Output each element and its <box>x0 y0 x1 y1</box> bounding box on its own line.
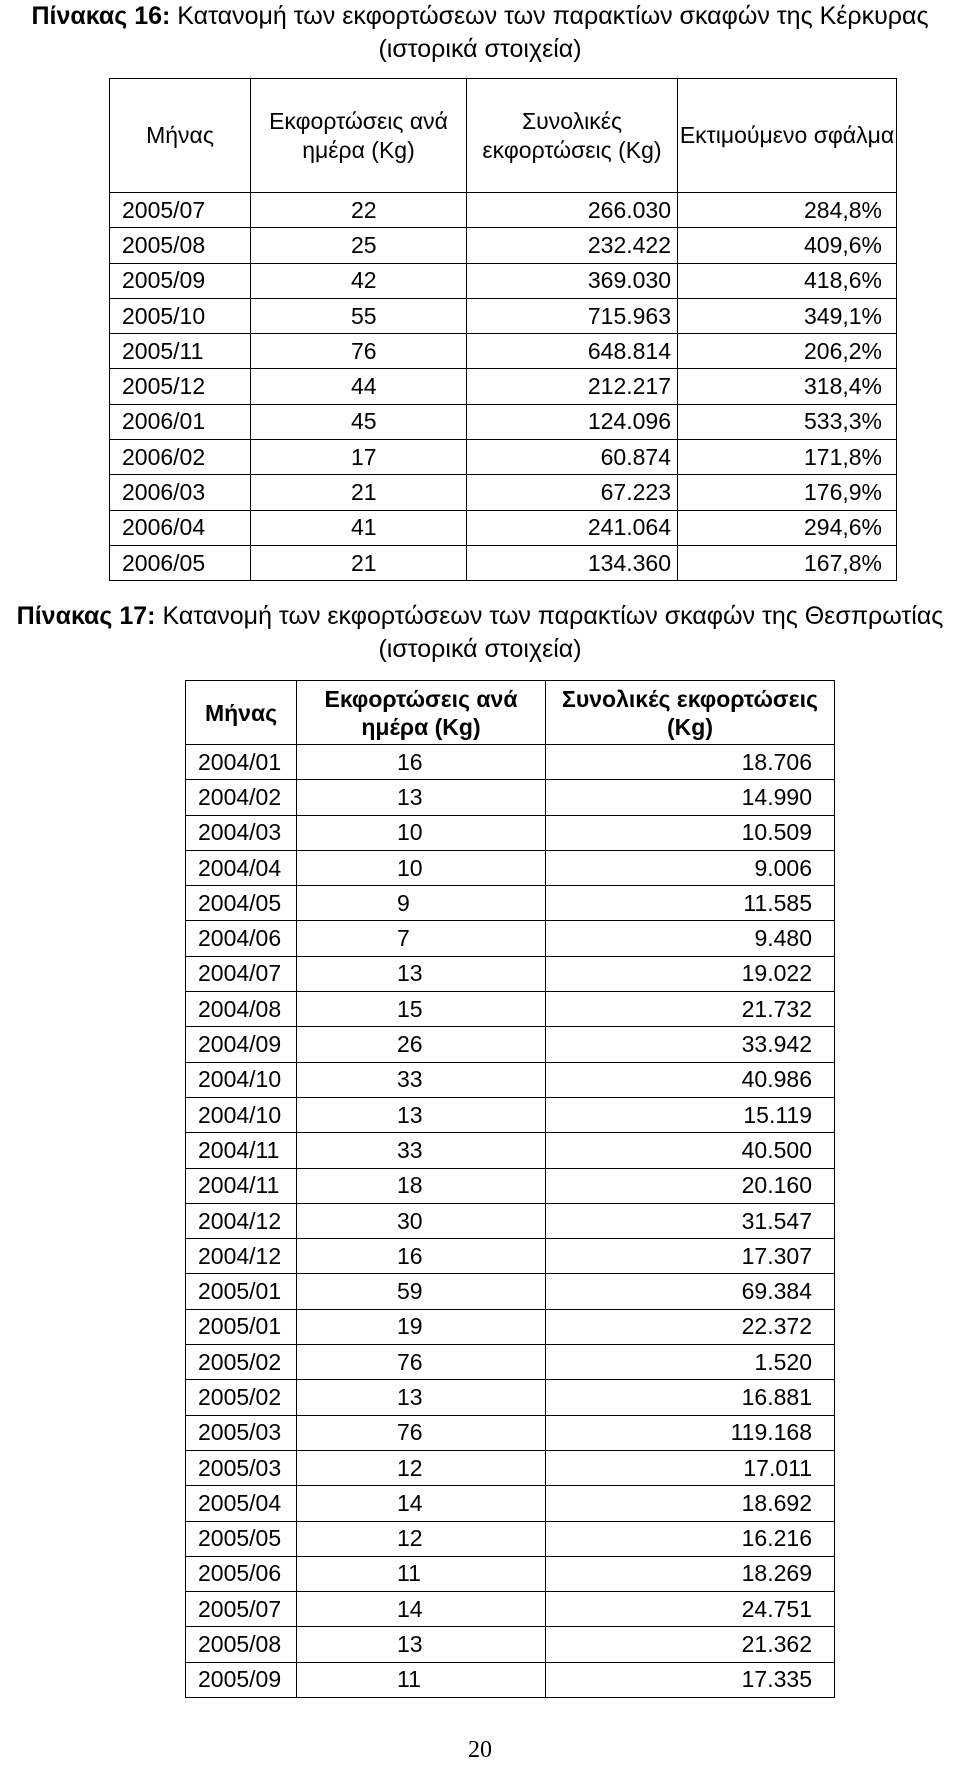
table-row <box>110 263 897 298</box>
cell-daily-landings: 10 <box>297 815 546 850</box>
cell-daily-landings: 11 <box>297 1662 546 1697</box>
cell-daily-landings: 42 <box>251 263 467 298</box>
cell-month: 2004/07 <box>186 956 297 991</box>
table-row <box>186 780 835 815</box>
cell-month: 2005/07 <box>110 193 251 228</box>
cell-daily-landings: 76 <box>297 1345 546 1380</box>
table-row <box>186 1203 835 1238</box>
cell-month: 2005/03 <box>186 1450 297 1485</box>
cell-total-landings: 1.520 <box>546 1345 835 1380</box>
table-row <box>186 1521 835 1556</box>
header-daily-landings: Εκφορτώσεις ανά ημέρα (Kg) <box>251 79 467 193</box>
table-row <box>110 404 897 439</box>
table-row <box>186 1097 835 1132</box>
cell-total-landings: 124.096 <box>467 404 678 439</box>
cell-total-landings: 14.990 <box>546 780 835 815</box>
cell-daily-landings: 12 <box>297 1450 546 1485</box>
cell-month: 2005/12 <box>110 369 251 404</box>
cell-daily-landings: 9 <box>297 886 546 921</box>
table-row <box>186 992 835 1027</box>
table-row <box>186 1486 835 1521</box>
cell-month: 2004/10 <box>186 1097 297 1132</box>
cell-estimated-error: 418,6% <box>678 263 897 298</box>
cell-month: 2004/10 <box>186 1062 297 1097</box>
cell-daily-landings: 59 <box>297 1274 546 1309</box>
cell-daily-landings: 26 <box>297 1027 546 1062</box>
cell-total-landings: 19.022 <box>546 956 835 991</box>
table-16-caption <box>0 0 960 66</box>
table-row <box>110 545 897 580</box>
cell-daily-landings: 55 <box>251 298 467 333</box>
table-row <box>110 193 897 228</box>
table-17-header-row <box>186 681 835 745</box>
table-row <box>186 1309 835 1344</box>
cell-month: 2006/04 <box>110 510 251 545</box>
cell-estimated-error: 349,1% <box>678 298 897 333</box>
cell-daily-landings: 21 <box>251 545 467 580</box>
table-row <box>186 886 835 921</box>
table-row <box>186 1133 835 1168</box>
cell-total-landings: 24.751 <box>546 1592 835 1627</box>
cell-month: 2006/01 <box>110 404 251 439</box>
cell-daily-landings: 45 <box>251 404 467 439</box>
cell-total-landings: 10.509 <box>546 815 835 850</box>
cell-daily-landings: 10 <box>297 850 546 885</box>
table-16 <box>109 78 897 581</box>
cell-month: 2004/02 <box>186 780 297 815</box>
table-row <box>186 815 835 850</box>
cell-daily-landings: 13 <box>297 1097 546 1132</box>
cell-daily-landings: 76 <box>297 1415 546 1450</box>
table-row <box>186 956 835 991</box>
cell-month: 2004/08 <box>186 992 297 1027</box>
cell-daily-landings: 12 <box>297 1521 546 1556</box>
cell-month: 2004/04 <box>186 850 297 885</box>
cell-total-landings: 16.216 <box>546 1521 835 1556</box>
table-row <box>186 1380 835 1415</box>
header-total-landings: Συνολικές εκφορτώσεις (Kg) <box>467 79 678 193</box>
cell-total-landings: 20.160 <box>546 1168 835 1203</box>
table-row <box>186 1274 835 1309</box>
table-row <box>186 1027 835 1062</box>
cell-daily-landings: 30 <box>297 1203 546 1238</box>
cell-estimated-error: 409,6% <box>678 228 897 263</box>
table-17-caption <box>0 600 960 666</box>
cell-estimated-error: 294,6% <box>678 510 897 545</box>
cell-total-landings: 18.706 <box>546 745 835 780</box>
cell-total-landings: 60.874 <box>467 440 678 475</box>
cell-daily-landings: 16 <box>297 745 546 780</box>
header-daily-landings: Εκφορτώσεις ανά ημέρα (Kg) <box>297 681 546 745</box>
cell-daily-landings: 76 <box>251 334 467 369</box>
cell-month: 2004/03 <box>186 815 297 850</box>
cell-daily-landings: 7 <box>297 921 546 956</box>
cell-daily-landings: 18 <box>297 1168 546 1203</box>
table-row <box>110 369 897 404</box>
cell-total-landings: 119.168 <box>546 1415 835 1450</box>
cell-month: 2004/12 <box>186 1239 297 1274</box>
cell-estimated-error: 176,9% <box>678 475 897 510</box>
cell-total-landings: 21.732 <box>546 992 835 1027</box>
cell-daily-landings: 41 <box>251 510 467 545</box>
cell-total-landings: 715.963 <box>467 298 678 333</box>
table-row <box>186 850 835 885</box>
table-row <box>186 1450 835 1485</box>
cell-month: 2005/06 <box>186 1556 297 1591</box>
cell-total-landings: 33.942 <box>546 1027 835 1062</box>
cell-total-landings: 241.064 <box>467 510 678 545</box>
cell-daily-landings: 11 <box>297 1556 546 1591</box>
table-row <box>186 1415 835 1450</box>
cell-estimated-error: 284,8% <box>678 193 897 228</box>
cell-total-landings: 17.011 <box>546 1450 835 1485</box>
table-row <box>110 475 897 510</box>
cell-month: 2005/03 <box>186 1415 297 1450</box>
cell-total-landings: 21.362 <box>546 1627 835 1662</box>
table-17-caption-label: Πίνακας 17: <box>16 602 156 630</box>
cell-daily-landings: 25 <box>251 228 467 263</box>
cell-total-landings: 648.814 <box>467 334 678 369</box>
cell-total-landings: 67.223 <box>467 475 678 510</box>
table-16-body <box>110 193 897 581</box>
table-row <box>186 745 835 780</box>
cell-total-landings: 40.986 <box>546 1062 835 1097</box>
table-row <box>186 1556 835 1591</box>
table-17-caption-text: Κατανομή των εκφορτώσεων των παρακτίων σκαφών της Θεσπρωτίας (ιστορικά στοιχεία) <box>155 602 944 663</box>
cell-total-landings: 9.480 <box>546 921 835 956</box>
cell-daily-landings: 13 <box>297 1627 546 1662</box>
cell-total-landings: 17.307 <box>546 1239 835 1274</box>
table-row <box>186 1168 835 1203</box>
cell-daily-landings: 17 <box>251 440 467 475</box>
cell-month: 2005/11 <box>110 334 251 369</box>
cell-daily-landings: 13 <box>297 1380 546 1415</box>
cell-total-landings: 18.269 <box>546 1556 835 1591</box>
header-month: Μήνας <box>110 79 251 193</box>
cell-month: 2004/11 <box>186 1168 297 1203</box>
cell-month: 2005/07 <box>186 1592 297 1627</box>
cell-total-landings: 15.119 <box>546 1097 835 1132</box>
header-total-landings: Συνολικές εκφορτώσεις (Kg) <box>546 681 835 745</box>
cell-total-landings: 18.692 <box>546 1486 835 1521</box>
cell-estimated-error: 206,2% <box>678 334 897 369</box>
cell-daily-landings: 14 <box>297 1486 546 1521</box>
table-row <box>110 228 897 263</box>
table-row <box>186 1239 835 1274</box>
cell-daily-landings: 33 <box>297 1133 546 1168</box>
cell-month: 2004/06 <box>186 921 297 956</box>
cell-month: 2005/09 <box>110 263 251 298</box>
cell-total-landings: 134.360 <box>467 545 678 580</box>
cell-daily-landings: 16 <box>297 1239 546 1274</box>
table-row <box>110 334 897 369</box>
table-row <box>186 1627 835 1662</box>
cell-estimated-error: 167,8% <box>678 545 897 580</box>
cell-month: 2006/05 <box>110 545 251 580</box>
cell-daily-landings: 33 <box>297 1062 546 1097</box>
cell-month: 2004/01 <box>186 745 297 780</box>
cell-month: 2005/01 <box>186 1274 297 1309</box>
cell-daily-landings: 15 <box>297 992 546 1027</box>
cell-total-landings: 40.500 <box>546 1133 835 1168</box>
cell-month: 2004/11 <box>186 1133 297 1168</box>
cell-month: 2005/05 <box>186 1521 297 1556</box>
cell-total-landings: 22.372 <box>546 1309 835 1344</box>
table-row <box>110 510 897 545</box>
header-estimated-error: Εκτιμούμενο σφάλμα <box>678 79 897 193</box>
cell-daily-landings: 13 <box>297 780 546 815</box>
cell-total-landings: 11.585 <box>546 886 835 921</box>
table-16-caption-label: Πίνακας 16: <box>31 2 171 30</box>
table-16-caption-text: Κατανομή των εκφορτώσεων των παρακτίων σκαφών της Κέρκυρας (ιστορικά στοιχεία) <box>170 2 929 63</box>
cell-total-landings: 232.422 <box>467 228 678 263</box>
cell-total-landings: 369.030 <box>467 263 678 298</box>
cell-month: 2005/02 <box>186 1380 297 1415</box>
table-17 <box>185 680 835 1698</box>
cell-daily-landings: 44 <box>251 369 467 404</box>
table-16-header-row <box>110 79 897 193</box>
table-row <box>186 1592 835 1627</box>
cell-daily-landings: 22 <box>251 193 467 228</box>
table-row <box>110 440 897 475</box>
table-row <box>186 1062 835 1097</box>
cell-month: 2005/02 <box>186 1345 297 1380</box>
cell-total-landings: 17.335 <box>546 1662 835 1697</box>
cell-month: 2005/09 <box>186 1662 297 1697</box>
cell-total-landings: 212.217 <box>467 369 678 404</box>
cell-month: 2005/08 <box>110 228 251 263</box>
cell-total-landings: 266.030 <box>467 193 678 228</box>
table-row <box>186 921 835 956</box>
cell-estimated-error: 318,4% <box>678 369 897 404</box>
page-number: 20 <box>468 1737 492 1763</box>
cell-total-landings: 31.547 <box>546 1203 835 1238</box>
cell-month: 2004/12 <box>186 1203 297 1238</box>
cell-estimated-error: 171,8% <box>678 440 897 475</box>
table-row <box>110 298 897 333</box>
cell-total-landings: 69.384 <box>546 1274 835 1309</box>
cell-month: 2005/08 <box>186 1627 297 1662</box>
cell-total-landings: 9.006 <box>546 850 835 885</box>
cell-daily-landings: 19 <box>297 1309 546 1344</box>
table-17-body <box>186 745 835 1698</box>
cell-month: 2006/02 <box>110 440 251 475</box>
cell-month: 2004/09 <box>186 1027 297 1062</box>
cell-month: 2006/03 <box>110 475 251 510</box>
header-month: Μήνας <box>186 681 297 745</box>
cell-daily-landings: 13 <box>297 956 546 991</box>
cell-month: 2005/04 <box>186 1486 297 1521</box>
table-row <box>186 1662 835 1697</box>
cell-total-landings: 16.881 <box>546 1380 835 1415</box>
cell-estimated-error: 533,3% <box>678 404 897 439</box>
cell-month: 2005/01 <box>186 1309 297 1344</box>
table-row <box>186 1345 835 1380</box>
cell-month: 2005/10 <box>110 298 251 333</box>
cell-daily-landings: 14 <box>297 1592 546 1627</box>
cell-month: 2004/05 <box>186 886 297 921</box>
cell-daily-landings: 21 <box>251 475 467 510</box>
